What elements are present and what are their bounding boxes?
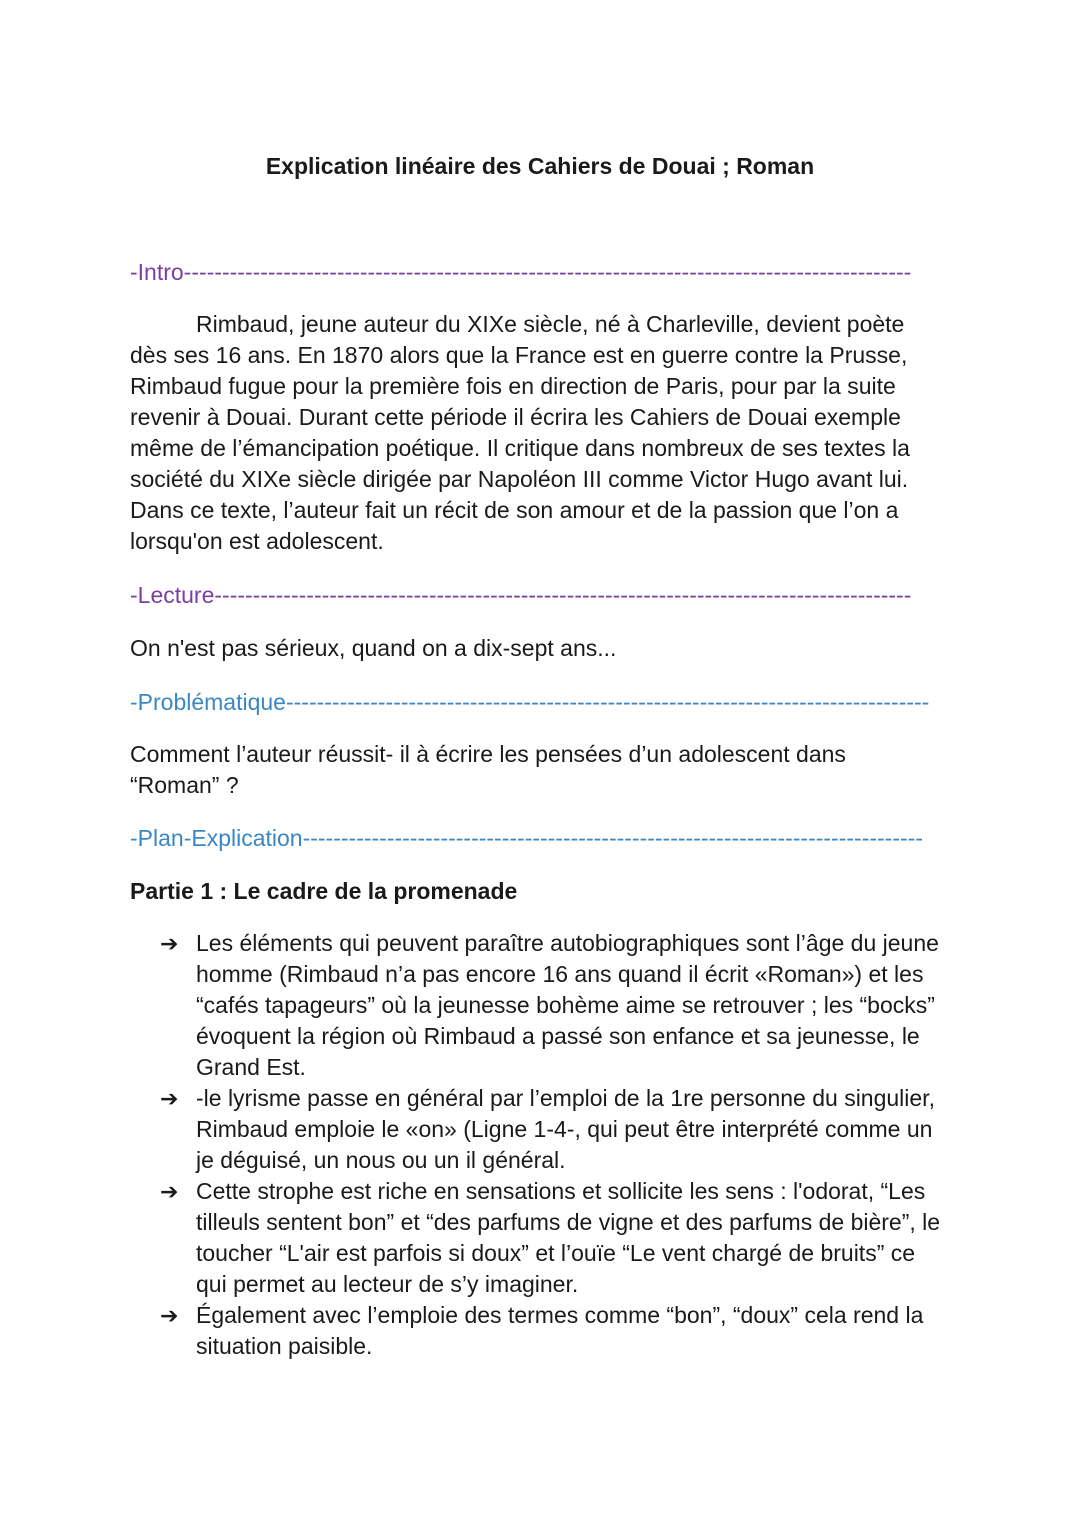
list-item — [160, 1300, 950, 1362]
section-heading-intro: -Intro----------------------------------------------------------------------------------------------- — [130, 259, 912, 285]
arrow-right-icon: ➔ — [160, 1179, 179, 1204]
list-item — [160, 928, 950, 1083]
arrow-right-icon: ➔ — [160, 1086, 179, 1111]
plan-bullet-list — [160, 928, 950, 1362]
bullet-text: Les éléments qui peuvent paraître autobiographiques sont l’âge du jeune homme (Rimbaud n’a pas encore 16 ans quand il écrit «Roman») et les “cafés tapageurs” où la jeunesse bohème aime se retrouver ; les “bocks” évoquent la région où Rimbaud a passé son enfance et sa jeunesse, le Grand Est. — [196, 930, 939, 1080]
bullet-text: Cette strophe est riche en sensations et sollicite les sens : l'odorat, “Les tilleuls sentent bon” et “des parfums de vigne et des parfums de bière”, le toucher “L'air est parfois si doux” et l’ouïe “Le vent chargé de bruits” ce qui permet au lecteur de s’y imaginer. — [196, 1178, 941, 1297]
document-title: Explication linéaire des Cahiers de Douai ; Roman — [265, 153, 815, 179]
problematique-paragraph: Comment l’auteur réussit- il à écrire les pensées d’un adolescent dans “Roman” ? — [130, 741, 846, 798]
list-item — [160, 1083, 950, 1176]
section-heading-lecture: -Lecture------------------------------------------------------------------------------------------- — [130, 582, 912, 608]
lecture-paragraph: On n'est pas sérieux, quand on a dix-sept ans... — [130, 635, 617, 661]
list-item — [160, 1176, 950, 1300]
intro-paragraph: Rimbaud, jeune auteur du XIXe siècle, né à Charleville, devient poète dès ses 16 ans. En 1870 alors que la France est en guerre contre la Prusse, Rimbaud fugue pour la première fois en direction de Paris, pour par la suite revenir à Douai. Durant cette période il écrira les Cahiers de Douai exemple même de l’émancipation poétique. Il critique dans nombreux de ses textes la société du XIXe siècle dirigée par Napoléon III comme Victor Hugo avant lui. Dans ce texte, l’auteur fait un récit de son amour et de la passion que l’on a lorsqu'on est adolescent. — [130, 311, 910, 554]
part-1-title: Partie 1 : Le cadre de la promenade — [130, 878, 518, 904]
arrow-right-icon: ➔ — [160, 1303, 179, 1328]
arrow-right-icon: ➔ — [160, 931, 179, 956]
section-heading-problematique: -Problématique------------------------------------------------------------------------------------ — [130, 689, 930, 715]
bullet-text: -le lyrisme passe en général par l’emploi de la 1re personne du singulier, Rimbaud emploie le «on» (Ligne 1-4-, qui peut être interprété comme un je déguisé, un nous ou un il général. — [196, 1085, 935, 1173]
section-heading-plan: -Plan-Explication--------------------------------------------------------------------------------- — [130, 825, 923, 851]
bullet-text: Également avec l’emploie des termes comme “bon”, “doux” cela rend la situation paisible. — [196, 1302, 924, 1359]
